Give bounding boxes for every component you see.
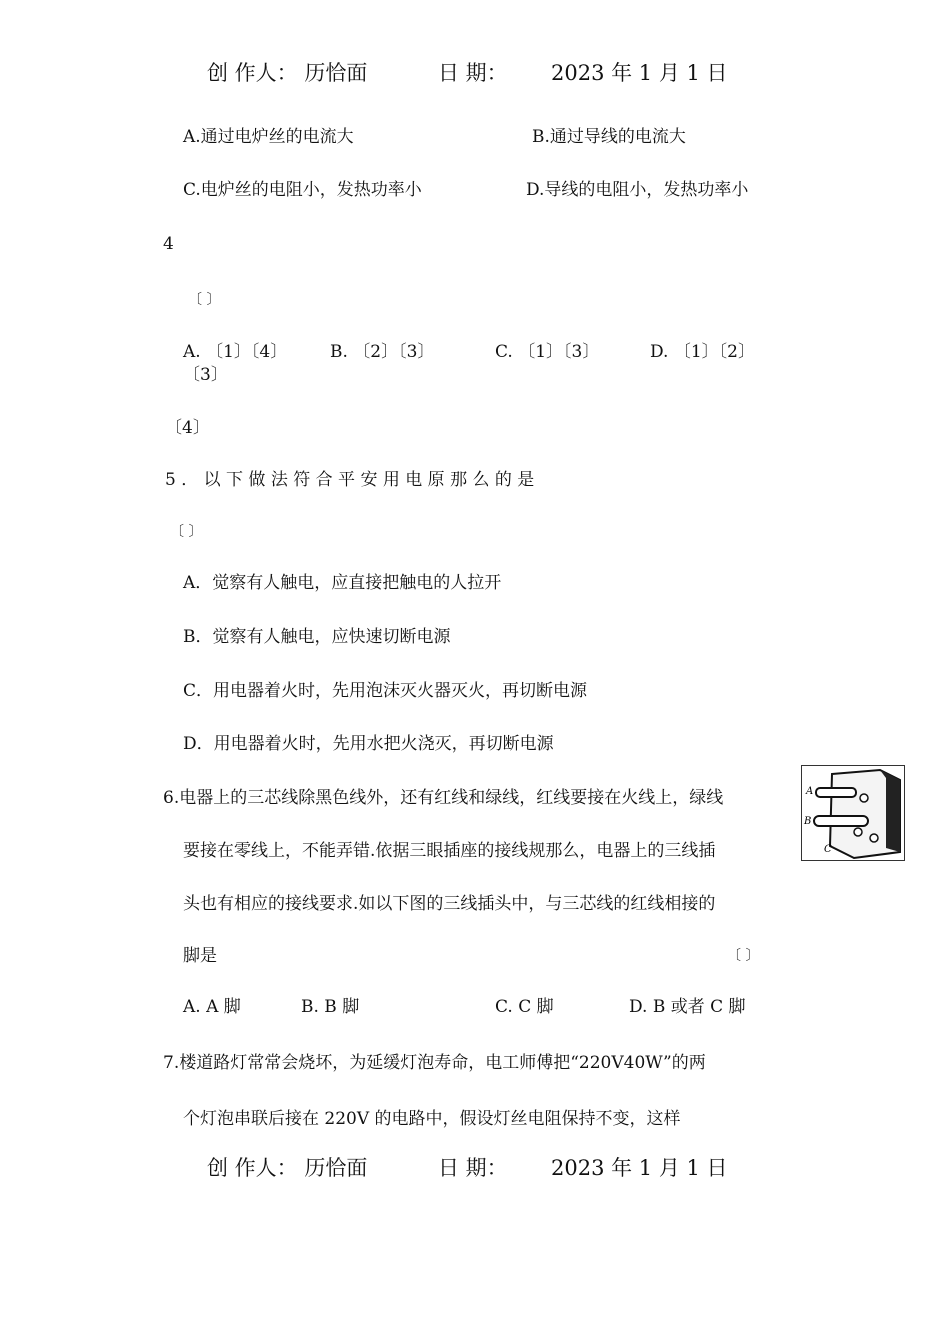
q6-stem-line1: 6.电器上的三芯线除黑色线外，还有红线和绿线，红线要接在火线上，绿线	[163, 788, 724, 808]
figure-label-a: A	[806, 786, 814, 797]
q3-option-c: C.电炉丝的电阻小，发热功率小	[183, 180, 422, 200]
q4-option-a: A. 〔1〕〔4〕	[183, 342, 288, 362]
q5-option-d: D．用电器着火时，先用水把火浇灭，再切断电源	[183, 734, 554, 754]
q6-answer-bracket: 〔 〕	[727, 948, 760, 964]
q5-stem: 5 ． 以 下 做 法 符 合 平 安 用 电 原 那 么 的 是	[165, 470, 535, 490]
q6-option-a: A. A 脚	[183, 997, 241, 1017]
q3-option-a: A.通过电炉丝的电流大	[183, 127, 354, 147]
q6-stem-line4: 脚是	[183, 946, 217, 966]
q4-option-c: C. 〔1〕〔3〕	[495, 342, 600, 362]
footer-date-label: 日 期：	[438, 1156, 508, 1180]
q6-option-d: D. B 或者 C 脚	[629, 997, 746, 1017]
header-date-value: 2023 年 1 月 1 日	[551, 61, 728, 85]
q3-option-b: B.通过导线的电流大	[532, 127, 686, 147]
footer-creator: 创 作人： 历恰面	[207, 1156, 368, 1180]
q6-stem-line2: 要接在零线上，不能弄错.依据三眼插座的接线规那么，电器上的三线插	[183, 841, 716, 861]
q7-stem-line1: 7.楼道路灯常常会烧坏，为延缓灯泡寿命，电工师傅把“220V40W”的两	[163, 1053, 706, 1073]
q5-answer-bracket: 〔 〕	[170, 524, 203, 540]
figure-label-b: B	[804, 816, 812, 827]
figure-label-c: C	[824, 844, 832, 855]
q4-option-d-cont: 〔3〕	[183, 365, 228, 385]
q6-stem-line3: 头也有相应的接线要求.如以下图的三线插头中，与三芯线的红线相接的	[183, 894, 716, 914]
q4-answer-bracket: 〔 〕	[188, 292, 221, 308]
q3-option-d: D.导线的电阻小，发热功率小	[526, 180, 749, 200]
footer-date-value: 2023 年 1 月 1 日	[551, 1156, 728, 1180]
q6-option-c: C. C 脚	[495, 997, 554, 1017]
header-creator: 创 作人： 历恰面	[207, 61, 368, 85]
q7-stem-line2: 个灯泡串联后接在 220V 的电路中，假设灯丝电阻保持不变，这样	[183, 1109, 681, 1129]
q4-option-d: D. 〔1〕〔2〕	[650, 342, 755, 362]
q5-option-b: B．觉察有人触电，应快速切断电源	[183, 627, 451, 647]
q4-option-b: B. 〔2〕〔3〕	[330, 342, 435, 362]
q5-option-a: A．觉察有人触电，应直接把触电的人拉开	[183, 573, 502, 593]
three-prong-plug-figure	[801, 765, 905, 861]
q4-number: 4	[163, 234, 174, 254]
q6-option-b: B. B 脚	[301, 997, 360, 1017]
q5-option-c: C．用电器着火时，先用泡沫灭火器灭火，再切断电源	[183, 681, 588, 701]
header-date-label: 日 期：	[438, 61, 508, 85]
plug-illustration	[802, 766, 904, 860]
q4-option-d-cont2: 〔4〕	[165, 418, 210, 438]
